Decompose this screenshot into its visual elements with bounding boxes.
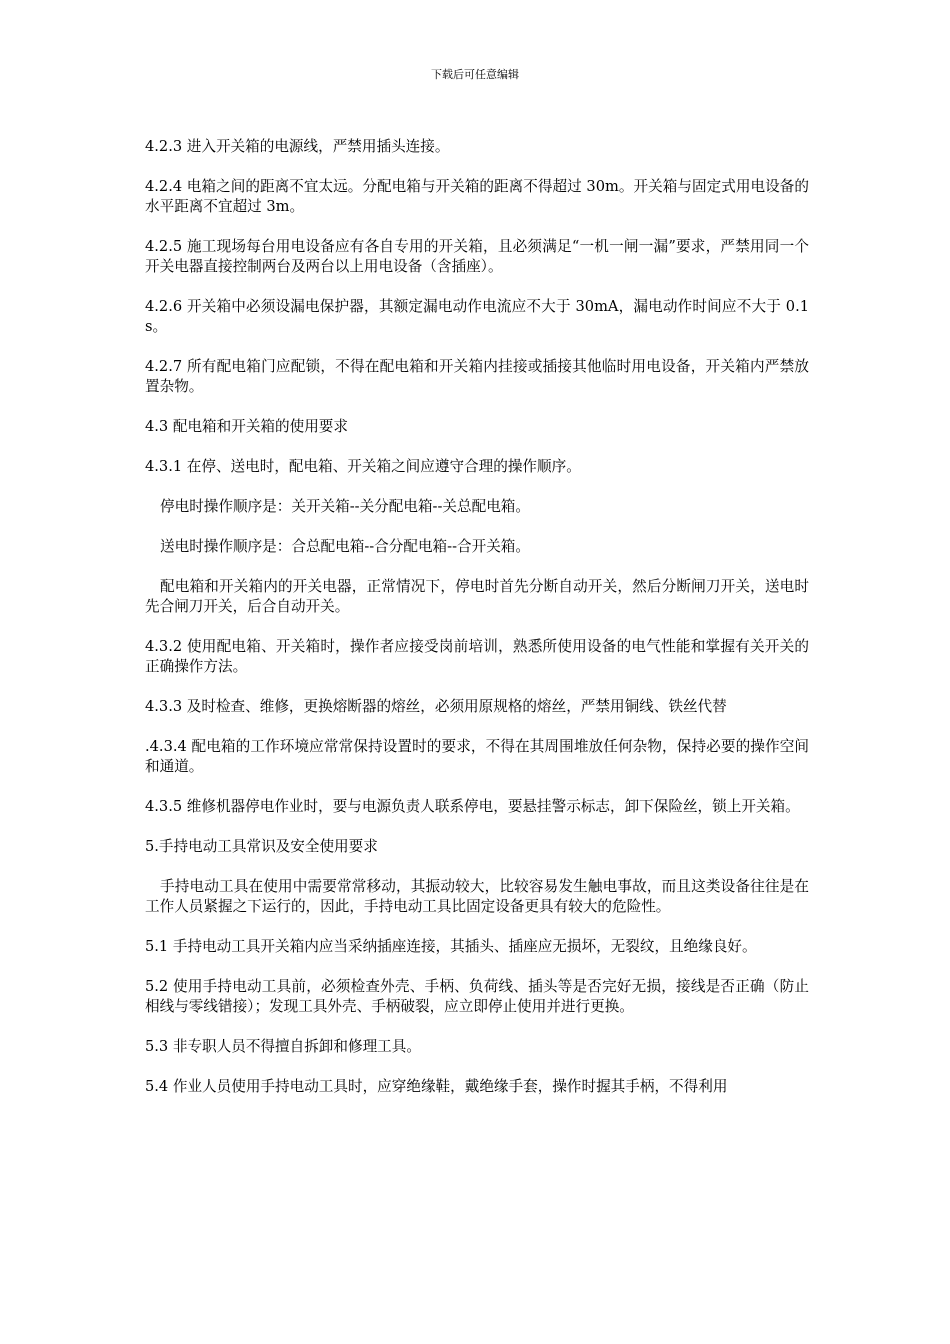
paragraph: 4.3.5 维修机器停电作业时，要与电源负责人联系停电，要悬挂警示标志，卸下保险丝，锁上开关箱。 (145, 798, 800, 815)
paragraph: 4.2.4 电箱之间的距离不宜太远。分配电箱与开关箱的距离不得超过 30m。开关箱与固定式用电设备的水平距离不宜超过 3m。 (145, 178, 809, 215)
paragraph: 5.2 使用手持电动工具前，必须检查外壳、手柄、负荷线、插头等是否完好无损，接线是否正确（防止相线与零线错接）；发现工具外壳、手柄破裂，应立即停止使用并进行更换。 (145, 978, 809, 1015)
paragraph: .4.3.4 配电箱的工作环境应常常保持设置时的要求，不得在其周围堆放任何杂物，保持必要的操作空间和通道。 (145, 738, 809, 775)
paragraph: 4.3.2 使用配电箱、开关箱时，操作者应接受岗前培训，熟悉所使用设备的电气性能和掌握有关开关的正确操作方法。 (145, 638, 809, 675)
document-body (145, 137, 809, 1117)
header-note: 下载后可任意编辑 (431, 68, 519, 81)
paragraph: 5.3 非专职人员不得擅自拆卸和修理工具。 (145, 1038, 421, 1055)
paragraph: 4.2.3 进入开关箱的电源线，严禁用插头连接。 (145, 138, 450, 155)
paragraph: 配电箱和开关箱内的开关电器，正常情况下，停电时首先分断自动开关，然后分断闸刀开关，送电时先合闸刀开关，后合自动开关。 (145, 578, 809, 615)
paragraph: 4.3.3 及时检查、维修，更换熔断器的熔丝，必须用原规格的熔丝，严禁用铜线、铁丝代替 (145, 698, 727, 715)
paragraph: 5.4 作业人员使用手持电动工具时，应穿绝缘鞋，戴绝缘手套，操作时握其手柄，不得利用 (145, 1078, 728, 1095)
paragraph: 4.2.7 所有配电箱门应配锁，不得在配电箱和开关箱内挂接或插接其他临时用电设备，开关箱内严禁放置杂物。 (145, 358, 809, 395)
paragraph: 4.2.5 施工现场每台用电设备应有各自专用的开关箱，且必须满足“一机一闸一漏”要求，严禁用同一个开关电器直接控制两台及两台以上用电设备（含插座）。 (145, 238, 809, 275)
section-heading: 4.3 配电箱和开关箱的使用要求 (145, 418, 348, 435)
paragraph: 4.3.1 在停、送电时，配电箱、开关箱之间应遵守合理的操作顺序。 (145, 458, 581, 475)
paragraph: 送电时操作顺序是：合总配电箱--合分配电箱--合开关箱。 (160, 538, 530, 555)
paragraph: 5.1 手持电动工具开关箱内应当采纳插座连接，其插头、插座应无损坏，无裂纹，且绝缘良好。 (145, 938, 757, 955)
section-heading: 5.手持电动工具常识及安全使用要求 (145, 838, 378, 855)
paragraph: 4.2.6 开关箱中必须设漏电保护器，其额定漏电动作电流应不大于 30mA，漏电动作时间应不大于 0.1s。 (145, 298, 809, 335)
paragraph: 停电时操作顺序是：关开关箱--关分配电箱--关总配电箱。 (160, 498, 530, 515)
paragraph: 手持电动工具在使用中需要常常移动，其振动较大，比较容易发生触电事故，而且这类设备往往是在工作人员紧握之下运行的，因此，手持电动工具比固定设备更具有较大的危险性。 (145, 878, 809, 915)
